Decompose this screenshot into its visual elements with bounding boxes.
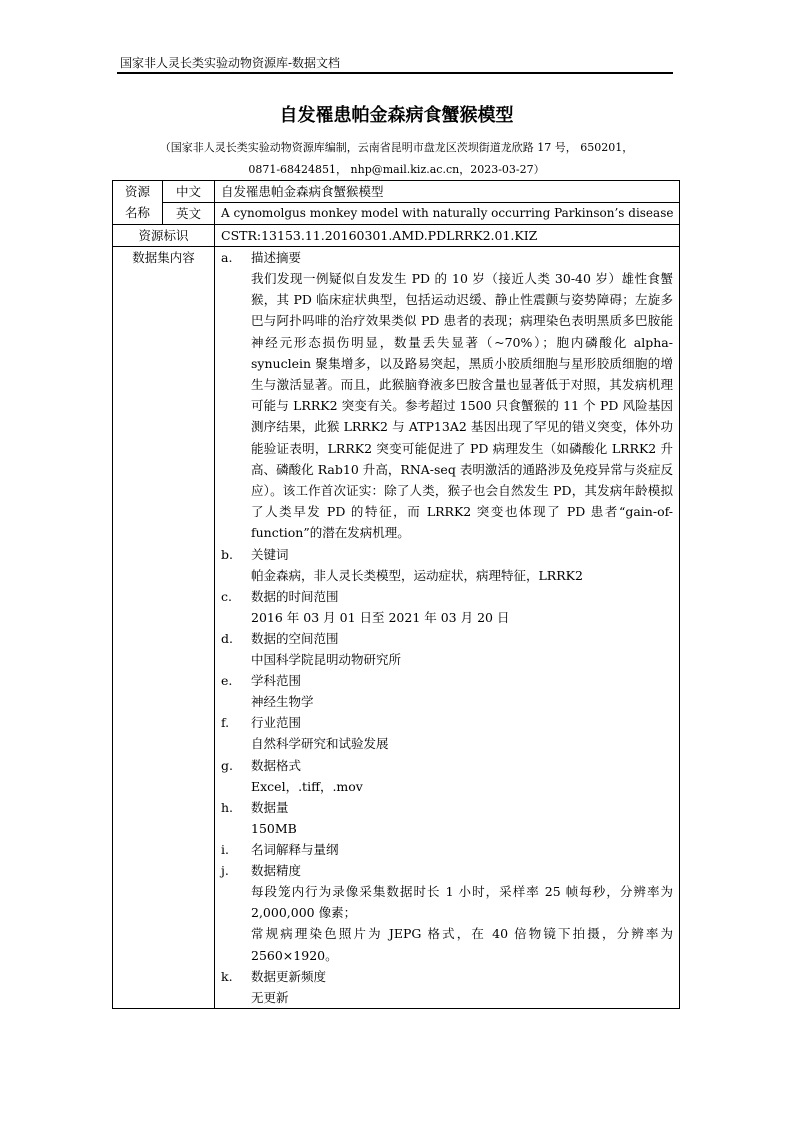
author-line-1: （国家非人灵长类实验动物资源库编制，云南省昆明市盘龙区茨坝街道龙欣路 17 号， 650201， xyxy=(159,141,634,154)
item-title: 数据更新频度 xyxy=(251,968,327,984)
item-title: 数据精度 xyxy=(251,863,302,879)
item-heading xyxy=(221,839,673,860)
content-item xyxy=(221,755,673,797)
item-letter: b. xyxy=(221,546,233,562)
item-letter: g. xyxy=(221,757,233,773)
item-content: 我们发现一例疑似自发发生 PD 的 10 岁（接近人类 30-40 岁）雄性食蟹猴，其 PD 临床症状典型，包括运动迟缓、静止性震颤与姿势障碍；左旋多巴与阿扑吗啡的治疗效果类似 PD 患者的表现；病理染色表明黑质多巴胺能神经元形态损伤明显，数量丢失显著（~70%）；胞内磷酸化 alpha-synuclein 聚集增多，以及路易突起，黑质小胶质细胞与星形胶质细胞的增生与激活显著。而且，此猴脑脊液多巴胺含量也显著低于对照，其发病机理可能与 LRRK2 突变有关。参考超过 1500 只食蟹猴的 11 个 PD 风险基因测序结果，此猴 LRRK2 与 ATP13A2 基因出现了罕见的错义突变，体外功能验证表明，LRRK2 突变可能促进了 PD 病理发生（如磷酸化 LRRK2 升高、磷酸化 Rab10 升高，RNA-seq 表明激活的通路涉及免疫异常与炎症反应）。该工作首次证实：除了人类，猴子也会自然发生 PD，其发病年龄模拟了人类早发 PD 的特征，而 LRRK2 突变也体现了 PD 患者“gain-of-function”的潜在发病机理。 xyxy=(251,271,673,541)
cn-value: 自发罹患帕金森病食蟹猴模型 xyxy=(215,181,680,203)
content-item xyxy=(221,586,673,628)
content-item xyxy=(221,544,673,586)
item-content: 无更新 xyxy=(251,989,289,1005)
resource-name-label: 资源名称 xyxy=(113,181,163,225)
item-content: 中国科学院昆明动物研究所 xyxy=(251,652,402,668)
item-heading xyxy=(221,966,673,987)
item-letter: d. xyxy=(221,631,233,647)
en-value: A cynomolgus monkey model with naturally occurring Parkinson’s disease xyxy=(215,203,680,225)
item-letter: a. xyxy=(221,250,233,265)
item-content: 神经生物学 xyxy=(251,694,314,710)
item-title: 名词解释与量纲 xyxy=(251,842,339,858)
item-title: 数据的空间范围 xyxy=(251,631,339,647)
item-title: 关键词 xyxy=(251,546,289,562)
table-row-cn-name xyxy=(113,181,680,203)
item-content: 每段笼内行为录像采集数据时长 1 小时，采样率 25 帧每秒，分辨率为 2,000,000 像素； xyxy=(251,884,673,921)
table-row-content xyxy=(113,247,680,1009)
item-heading xyxy=(221,586,673,607)
item-content: 自然科学研究和试验发展 xyxy=(251,736,389,752)
item-title: 描述摘要 xyxy=(251,250,302,265)
item-content: 常规病理染色照片为 JEPG 格式，在 40 倍物镜下拍摄，分辨率为 2560×1920。 xyxy=(251,926,673,963)
content-item xyxy=(221,247,673,544)
item-letter: e. xyxy=(221,673,233,689)
item-heading xyxy=(221,712,673,733)
content-item xyxy=(221,966,673,1008)
item-heading xyxy=(221,544,673,565)
item-heading xyxy=(221,755,673,776)
item-content: 帕金森病，非人灵长类模型，运动症状，病理特征，LRRK2 xyxy=(251,567,583,583)
identifier-value: CSTR:13153.11.20160301.AMD.PDLRRK2.01.KIZ xyxy=(215,225,680,247)
content-label: 数据集内容 xyxy=(113,247,215,1009)
item-content: Excel，.tiff，.mov xyxy=(251,778,363,794)
running-header: 国家非人灵长类实验动物资源库-数据文档 xyxy=(120,56,341,70)
item-letter: k. xyxy=(221,968,233,984)
content-item xyxy=(221,670,673,712)
item-letter: c. xyxy=(221,588,232,604)
item-heading xyxy=(221,797,673,818)
item-title: 数据量 xyxy=(251,799,289,815)
item-heading xyxy=(221,628,673,649)
content-item xyxy=(221,628,673,670)
item-content: 2016 年 03 月 01 日至 2021 年 03 月 20 日 xyxy=(251,609,510,625)
identifier-label: 资源标识 xyxy=(113,225,215,247)
item-letter: i. xyxy=(221,842,229,858)
en-label: 英文 xyxy=(163,203,215,225)
item-heading xyxy=(221,670,673,691)
cn-label: 中文 xyxy=(163,181,215,203)
item-title: 数据的时间范围 xyxy=(251,588,339,604)
item-content: 150MB xyxy=(251,820,297,836)
content-cell xyxy=(215,247,680,1009)
item-title: 行业范围 xyxy=(251,715,302,731)
item-heading xyxy=(221,860,673,881)
item-letter: h. xyxy=(221,799,234,815)
content-items xyxy=(221,247,673,1008)
item-title: 数据格式 xyxy=(251,757,302,773)
content-item xyxy=(221,860,673,966)
author-line-2: 0871-68424851， nhp@mail.kiz.ac.cn，2023-03-27） xyxy=(248,163,545,176)
metadata-table xyxy=(112,180,680,1009)
table-row-en-name xyxy=(113,203,680,225)
item-title: 学科范围 xyxy=(251,673,302,689)
table-row-identifier xyxy=(113,225,680,247)
item-letter: f. xyxy=(221,715,230,731)
content-item xyxy=(221,797,673,839)
document-title: 自发罹患帕金森病食蟹猴模型 xyxy=(279,105,514,126)
header-rule xyxy=(117,72,673,74)
item-letter: j. xyxy=(221,863,229,879)
content-item xyxy=(221,839,673,860)
content-item xyxy=(221,712,673,754)
item-heading xyxy=(221,247,673,268)
